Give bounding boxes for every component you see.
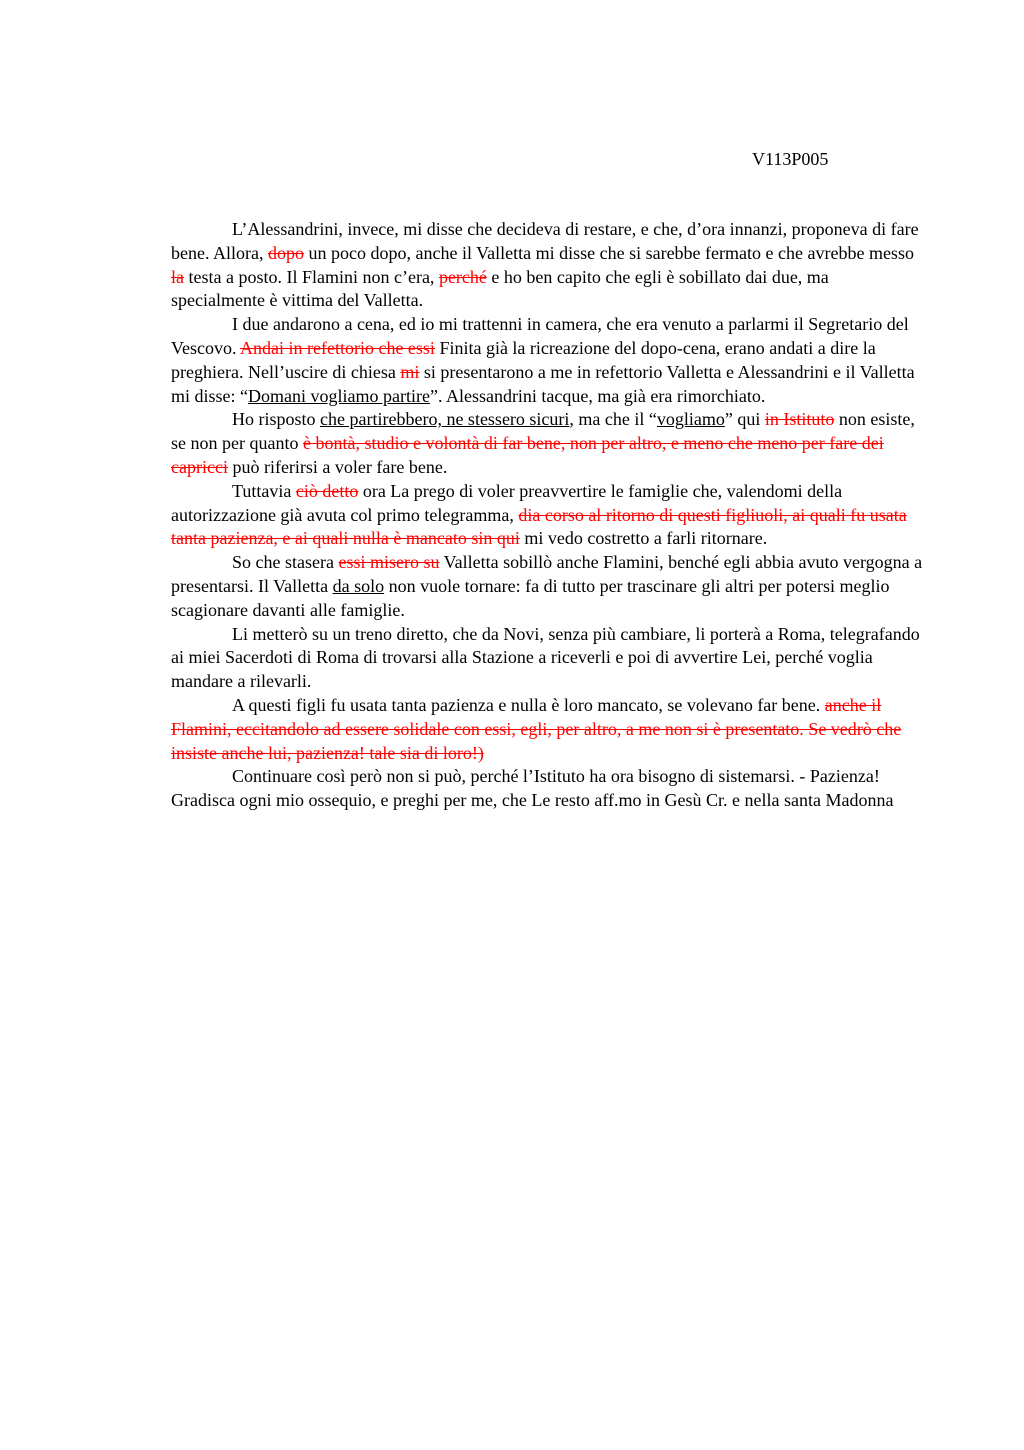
- deleted-text: Andai in refettorio che essi: [240, 337, 435, 358]
- deleted-text: in Istituto: [764, 409, 835, 430]
- text-run: Tuttavia: [232, 480, 296, 501]
- text-run: ”. Alessandrini tacque, ma già era rimorchiato.: [429, 385, 766, 406]
- text-run: ora La prego di voler preavvertire le famiglie che, valendomi della autorizzazione già avuta col primo telegramma,: [171, 480, 843, 525]
- paragraph: [171, 765, 925, 813]
- deleted-text: ciò detto: [295, 480, 359, 501]
- text-run: non esiste, se non per quanto: [171, 409, 915, 454]
- text-run: Li metterò su un treno diretto, che da Novi, senza più cambiare, li porterà a Roma, telegrafando ai miei Sacerdoti di Roma di trovarsi alla Stazione a riceverli e poi di avvertire Lei, perché voglia mandare a rilevarli.: [171, 623, 920, 692]
- text-run: ” qui: [724, 409, 765, 430]
- text-run: L’Alessandrini, invece, mi disse che decideva di restare, e che, d’ora innanzi, proponeva di fare bene. Allora,: [171, 219, 919, 263]
- deleted-text: dia corso al ritorno di questi figliuoli, ai quali fu usata tanta pazienza, e ai quali nulla è mancato sin qui: [171, 504, 907, 549]
- text-run: Ho risposto: [232, 409, 321, 430]
- deleted-text: essi misero su: [338, 552, 440, 573]
- paragraph: [171, 313, 925, 408]
- deleted-text: dopo: [267, 242, 304, 263]
- text-run: Continuare così però non si può, perché l’Istituto ha ora bisogno di sistemarsi. - Pazienza! Gradisca ogni mio ossequio, e preghi per me, che Le resto aff.mo in Gesù Cr. e nella santa Madonna: [171, 766, 894, 811]
- text-run: e ho ben capito che egli è sobillato dai due, ma specialmente è vittima del Valletta.: [171, 266, 829, 311]
- paragraph: [171, 623, 925, 694]
- text-run: , ma che il “: [569, 409, 657, 430]
- text-run: A questi figli fu usata tanta pazienza e nulla è loro mancato, se volevano far bene.: [232, 694, 825, 715]
- page-identifier: V113P005: [752, 149, 829, 169]
- paragraph: [171, 551, 925, 622]
- text-run: può riferirsi a voler fare bene.: [227, 456, 448, 477]
- text-run: So che stasera: [232, 552, 339, 573]
- paragraph: [171, 694, 925, 765]
- text-run: mi vedo costretto a farli ritornare.: [519, 528, 768, 549]
- text-run: Valletta sobillò anche Flamini, benché egli abbia avuto vergogna a presentarsi. Il Valletta: [171, 552, 923, 596]
- letter-body: [171, 218, 925, 813]
- deleted-text: anche il Flamini, eccitandolo ad essere solidale con essi, egli, per altro, a me non si è presentato. Se vedrò che insiste anche lui, pazienza! tale sia di loro!): [171, 694, 902, 763]
- text-run: Finita già la ricreazione del dopo-cena, erano andati a dire la preghiera. Nell’uscire di chiesa: [171, 337, 876, 382]
- text-run: un poco dopo, anche il Valletta mi disse che si sarebbe fermato e che avrebbe messo: [303, 242, 914, 263]
- text-run: non vuole tornare: fa di tutto per trascinare gli altri per potersi meglio scagionare davanti alle famiglie.: [171, 575, 890, 620]
- deleted-text: la: [171, 266, 184, 287]
- deleted-text: è bontà, studio e volontà di far bene, non per altro, e meno che meno per fare dei capricci: [171, 433, 884, 477]
- deleted-text: perché: [438, 266, 487, 287]
- text-run: testa a posto. Il Flamini non c’era,: [184, 266, 439, 287]
- text-run: si presentarono a me in refettorio Valletta e Alessandrini e il Valletta mi disse: “: [171, 361, 915, 406]
- paragraph: [171, 480, 925, 551]
- underlined-text: da solo: [332, 575, 385, 596]
- deleted-text: mi: [400, 361, 420, 382]
- underlined-text: vogliamo: [656, 409, 725, 430]
- underlined-text: Domani vogliamo partire: [248, 385, 430, 406]
- text-run: I due andarono a cena, ed io mi trattenni in camera, che era venuto a parlarmi il Segretario del Vescovo.: [171, 314, 909, 358]
- paragraph: [171, 218, 925, 313]
- underlined-text: che partirebbero, ne stessero sicuri: [320, 409, 570, 430]
- paragraph: [171, 408, 925, 479]
